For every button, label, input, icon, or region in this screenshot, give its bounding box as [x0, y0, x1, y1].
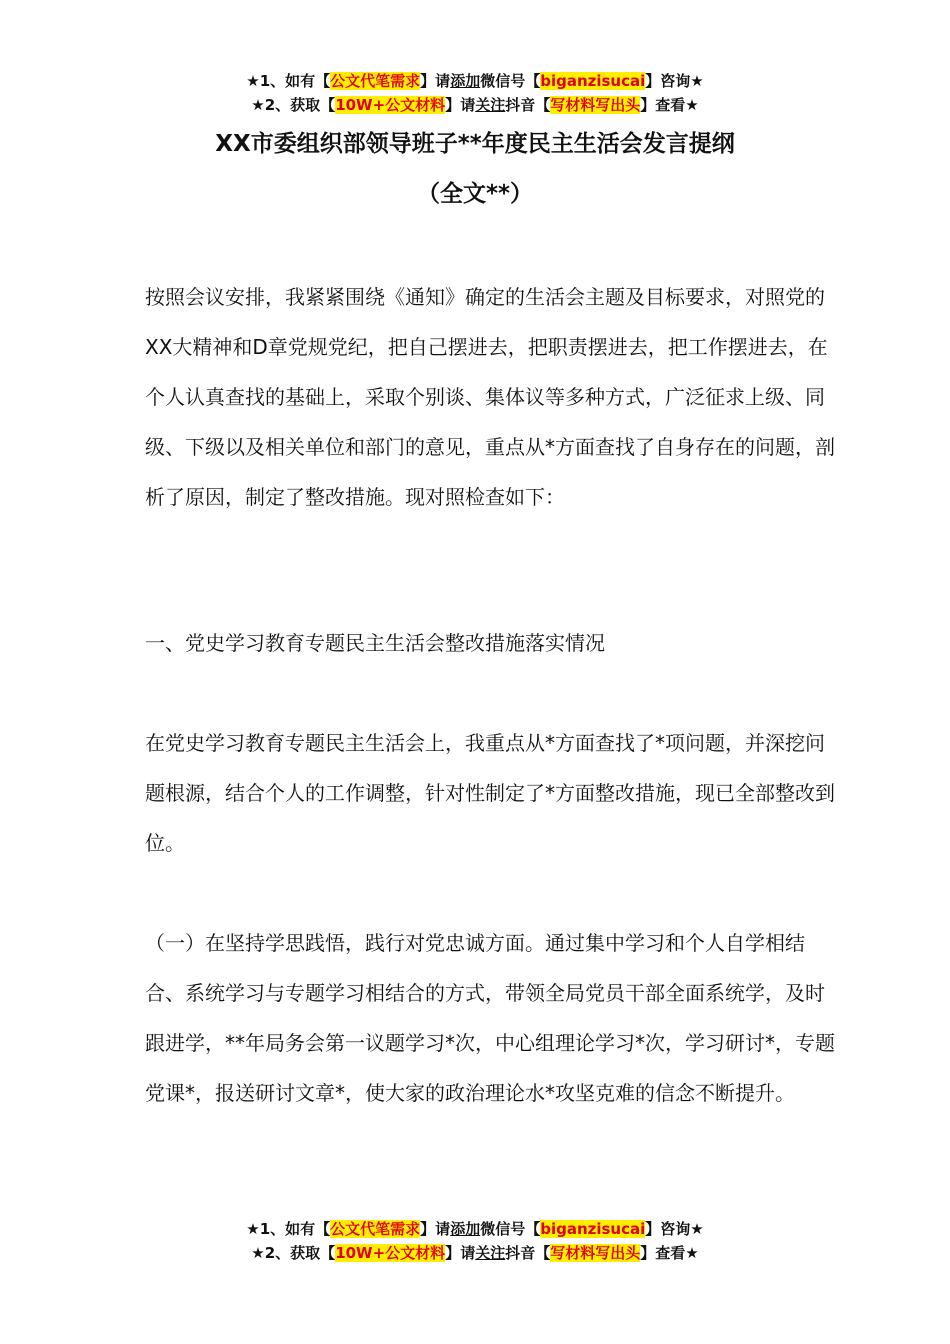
banner-text: ★2、获取【 [251, 96, 336, 114]
banner-wechat-id: biganzisucai [540, 72, 646, 90]
banner-text: 微信号【 [480, 1220, 541, 1238]
banner-underlined: 添加 [450, 1220, 481, 1238]
document-subtitle: （全文**） [416, 181, 534, 207]
banner-highlight: 10W+公文材料 [335, 1244, 446, 1262]
banner-text: 】咨询★ [645, 72, 704, 90]
banner-text: 】请 [420, 1220, 451, 1238]
header-banner [0, 69, 950, 117]
banner-line-2 [0, 1241, 950, 1265]
banner-highlight: 公文代笔需求 [330, 72, 421, 90]
footer-banner [0, 1217, 950, 1265]
banner-text: ★2、获取【 [251, 1244, 336, 1262]
banner-text: 】请 [445, 1244, 476, 1262]
section-paragraph: 在党史学习教育专题民主生活会上，我重点从*方面查找了*项问题，并深挖问题根源，结合个人的工作调整，针对性制定了*方面整改措施，现已全部整改到位。 [145, 731, 835, 855]
banner-text: 抖音【 [505, 1244, 551, 1262]
banner-text: ★1、如有【 [246, 1220, 331, 1238]
banner-underlined: 关注 [475, 96, 506, 114]
banner-line-1 [0, 69, 950, 93]
banner-text: 】请 [445, 96, 476, 114]
intro-paragraph: 按照会议安排，我紧紧围绕《通知》确定的生活会主题及目标要求，对照党的XX大精神和D章党规党纪，把自己摆进去，把职责摆进去，把工作摆进去，在个人认真查找的基础上，采取个别谈、集体议等多种方式，广泛征求上级、同级、下级以及相关单位和部门的意见，重点从*方面查找了自身存在的问题，剖析了原因，制定了整改措施。现对照检查如下： [145, 285, 835, 509]
banner-text: ★1、如有【 [246, 72, 331, 90]
banner-line-2 [0, 93, 950, 117]
section-heading: 一、党史学习教育专题民主生活会整改措施落实情况 [145, 631, 605, 655]
banner-douyin-id: 写材料写出头 [550, 1244, 641, 1262]
banner-text: 】请 [420, 72, 451, 90]
banner-highlight: 公文代笔需求 [330, 1220, 421, 1238]
banner-text: 】咨询★ [645, 1220, 704, 1238]
subsection-paragraph: （一）在坚持学思践悟，践行对党忠诚方面。通过集中学习和个人自学相结合、系统学习与专题学习相结合的方式，带领全局党员干部全面系统学，及时跟进学，**年局务会第一议题学习*次，中心组理论学习*次，学习研讨*，专题党课*，报送研讨文章*，使大家的政治理论水*攻坚克难的信念不断提升。 [145, 931, 835, 1105]
banner-line-1 [0, 1217, 950, 1241]
banner-text: 抖音【 [505, 96, 551, 114]
banner-wechat-id: biganzisucai [540, 1220, 646, 1238]
banner-douyin-id: 写材料写出头 [550, 96, 641, 114]
banner-text: 微信号【 [480, 72, 541, 90]
banner-highlight: 10W+公文材料 [335, 96, 446, 114]
banner-underlined: 添加 [450, 72, 481, 90]
banner-underlined: 关注 [475, 1244, 506, 1262]
banner-text: 】查看★ [640, 1244, 699, 1262]
document-title: XX市委组织部领导班子**年度民主生活会发言提纲 [215, 131, 735, 157]
banner-text: 】查看★ [640, 96, 699, 114]
